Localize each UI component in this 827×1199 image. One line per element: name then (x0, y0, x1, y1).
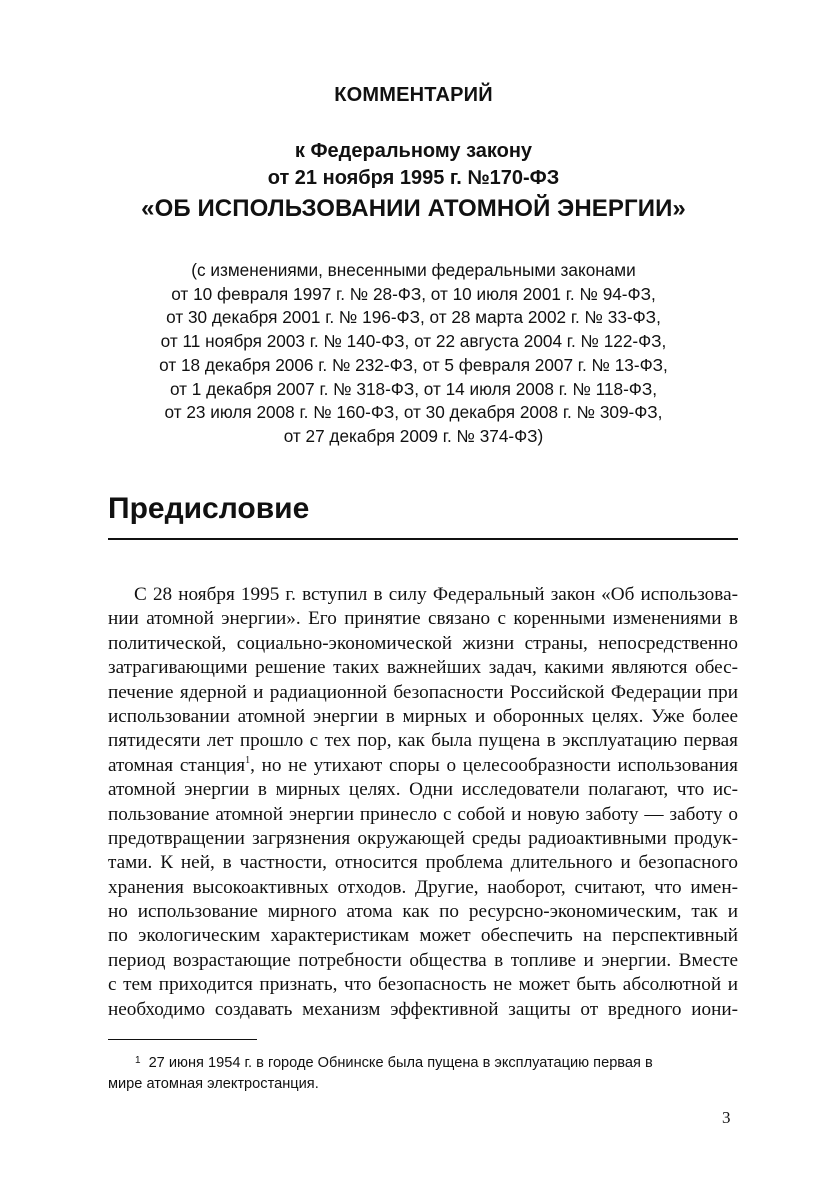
law-title-line-1: к Федеральному закону (294, 140, 533, 162)
page-number: 3 (722, 1108, 731, 1127)
amendment-line: от 30 декабря 2001 г. № 196-ФЗ, от 28 марта 2002 г. № 33-ФЗ, (166, 307, 661, 328)
text-line: по экологическим характеристикам может обеспечить на перспективный (108, 925, 738, 947)
text-line: С 28 ноября 1995 г. вступил в силу Федеральный закон «Об использова- (134, 584, 738, 605)
amendment-line: от 23 июля 2008 г. № 160-ФЗ, от 30 декабря 2008 г. № 309-ФЗ, (164, 402, 663, 423)
section-heading: Предисловие (108, 492, 310, 525)
text-line: период возрастающие потребности общества в топливе и энергии. Вместе (108, 949, 738, 971)
footnote (108, 1050, 738, 1095)
amendment-line: от 18 декабря 2006 г. № 232-ФЗ, от 5 февраля 2007 г. № 13-ФЗ, (159, 354, 668, 375)
text-line: использовании атомной энергии в мирных и оборонных целях. Уже более (108, 705, 738, 727)
document-label: КОММЕНТАРИЙ (334, 84, 493, 106)
text-line: но использование мирного атома как по ресурсно-экономическим, так и (108, 901, 738, 923)
law-name: «ОБ ИСПОЛЬЗОВАНИИ АТОМНОЙ ЭНЕРГИИ» (141, 195, 686, 222)
amendment-line: (с изменениями, внесенными федеральными законами (191, 260, 636, 280)
text-line: хранения высокоактивных отходов. Другие, наоборот, считают, что имен- (108, 876, 738, 898)
text-line: нии атомной энергии». Его принятие связано с коренными изменениями в (108, 608, 738, 630)
text-line: затрагивающими решение таких важнейших задач, какими являются обес- (108, 657, 738, 679)
law-title (0, 138, 827, 226)
title-block (0, 82, 827, 226)
footnote-mark: 1 (135, 1055, 141, 1066)
amendments-list (0, 259, 827, 449)
text-line: с тем приходится признать, что безопасность не может быть абсолютной и (108, 974, 738, 996)
amendment-line: от 10 февраля 1997 г. № 28-ФЗ, от 10 июля 2001 г. № 94-ФЗ, (171, 283, 656, 304)
heading-divider (108, 538, 738, 540)
amendment-line: от 1 декабря 2007 г. № 318-ФЗ, от 14 июля 2008 г. № 118-ФЗ, (169, 378, 658, 399)
text-line: печение ядерной и радиационной безопасности Российской Федерации при (108, 681, 738, 703)
text-line: пользование атомной энергии принесло с собой и новую заботу — заботу о (108, 803, 738, 825)
amendment-line: от 11 ноября 2003 г. № 140-ФЗ, от 22 августа 2004 г. № 122-ФЗ, (160, 331, 667, 352)
text-line: пятидесяти лет прошло с тех пор, как была пущена в эксплуатацию первая (108, 730, 738, 752)
text-line: политической, социально-экономической жизни страны, непосредственно (108, 632, 738, 654)
footnote-reference[interactable]: 1 (245, 754, 251, 766)
text-line-part: , но не утихают споры о целесообразности использования (250, 754, 738, 776)
footnote-divider (108, 1039, 257, 1040)
text-line: необходимо создавать механизм эффективной защиты от вредного иони- (108, 998, 738, 1020)
text-line (108, 754, 738, 778)
preface-text (108, 583, 738, 1022)
footnote-text: 27 июня 1954 г. в городе Обнинске была пущена в эксплуатацию первая в (148, 1055, 653, 1071)
text-line: атомной энергии в мирных целях. Одни исследователи полагают, что ис- (108, 779, 738, 801)
text-line-part: атомная станция (108, 754, 246, 776)
text-line: тами. К ней, в частности, относится проблема длительного и безопасного (108, 852, 738, 874)
footnote-line: мире атомная электростанция. (108, 1076, 319, 1092)
footnote-line (108, 1050, 738, 1074)
amendment-line: от 27 декабря 2009 г. № 374-ФЗ) (283, 425, 544, 446)
law-title-line-2: от 21 ноября 1995 г. №170-ФЗ (267, 167, 560, 189)
text-line: предотвращении загрязнения окружающей среды радиоактивными продук- (108, 827, 738, 849)
